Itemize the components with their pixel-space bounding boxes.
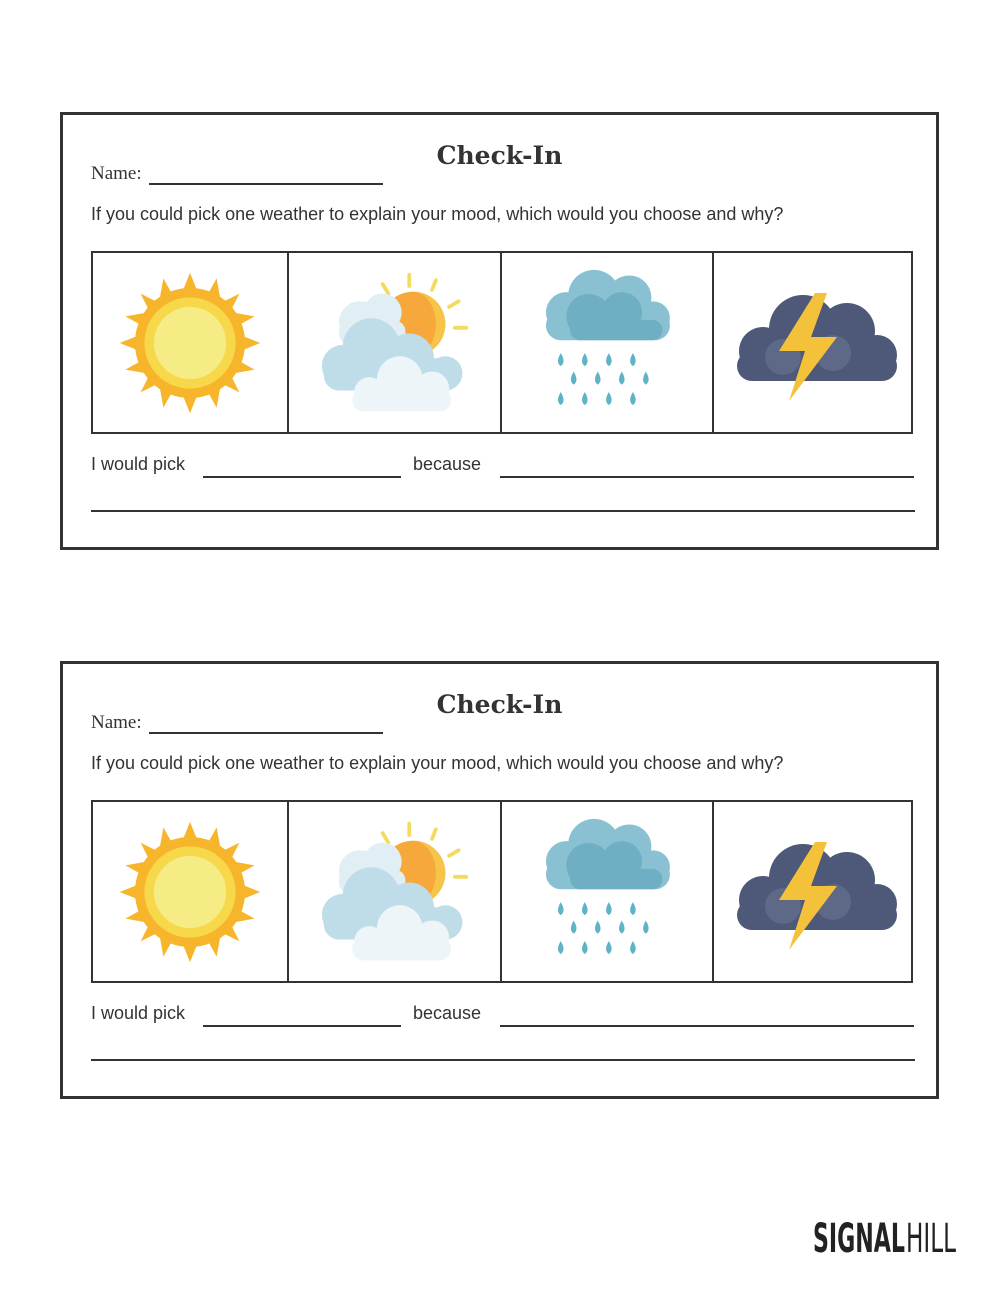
weather-cell-sunny[interactable] xyxy=(93,253,289,432)
sun-icon xyxy=(114,816,266,968)
weather-cell-rainy[interactable] xyxy=(502,253,714,432)
because-label: because xyxy=(413,454,482,474)
logo-text-hill: HILL xyxy=(906,1216,957,1260)
pick-label: I would pick xyxy=(91,1003,186,1023)
weather-cell-stormy[interactable] xyxy=(714,253,911,432)
question-text: If you could pick one weather to explain your mood, which would you choose and why? xyxy=(91,204,784,224)
check-in-card xyxy=(60,661,939,1099)
storm-cloud-icon xyxy=(723,273,903,413)
weather-cell-partly-cloudy[interactable] xyxy=(289,253,502,432)
name-field[interactable] xyxy=(149,732,383,734)
weather-cell-rainy[interactable] xyxy=(502,802,714,981)
pick-field[interactable] xyxy=(203,476,401,478)
card-title: Check-In xyxy=(436,141,563,170)
card-title: Check-In xyxy=(436,690,563,719)
because-field[interactable] xyxy=(500,476,914,478)
weather-grid xyxy=(91,251,913,434)
sun-icon xyxy=(114,267,266,419)
storm-cloud-icon xyxy=(723,822,903,962)
weather-cell-sunny[interactable] xyxy=(93,802,289,981)
rain-cloud-icon xyxy=(533,813,681,971)
pick-field[interactable] xyxy=(203,1025,401,1027)
name-label: Name: xyxy=(91,163,142,184)
because-field[interactable] xyxy=(500,1025,914,1027)
rain-cloud-icon xyxy=(533,264,681,422)
weather-cell-partly-cloudy[interactable] xyxy=(289,802,502,981)
weather-grid xyxy=(91,800,913,983)
signal-hill-logo xyxy=(813,1208,958,1260)
name-label: Name: xyxy=(91,712,142,733)
pick-row xyxy=(91,1003,915,1033)
pick-row xyxy=(91,454,915,484)
question-text: If you could pick one weather to explain your mood, which would you choose and why? xyxy=(91,753,784,773)
partly-cloudy-icon xyxy=(314,816,476,968)
pick-label: I would pick xyxy=(91,454,186,474)
because-label: because xyxy=(413,1003,482,1023)
logo-text-signal: SIGNAL xyxy=(813,1216,905,1260)
weather-cell-stormy[interactable] xyxy=(714,802,911,981)
check-in-card xyxy=(60,112,939,550)
partly-cloudy-icon xyxy=(314,267,476,419)
reason-line-field[interactable] xyxy=(91,510,915,512)
reason-line-field[interactable] xyxy=(91,1059,915,1061)
name-field[interactable] xyxy=(149,183,383,185)
